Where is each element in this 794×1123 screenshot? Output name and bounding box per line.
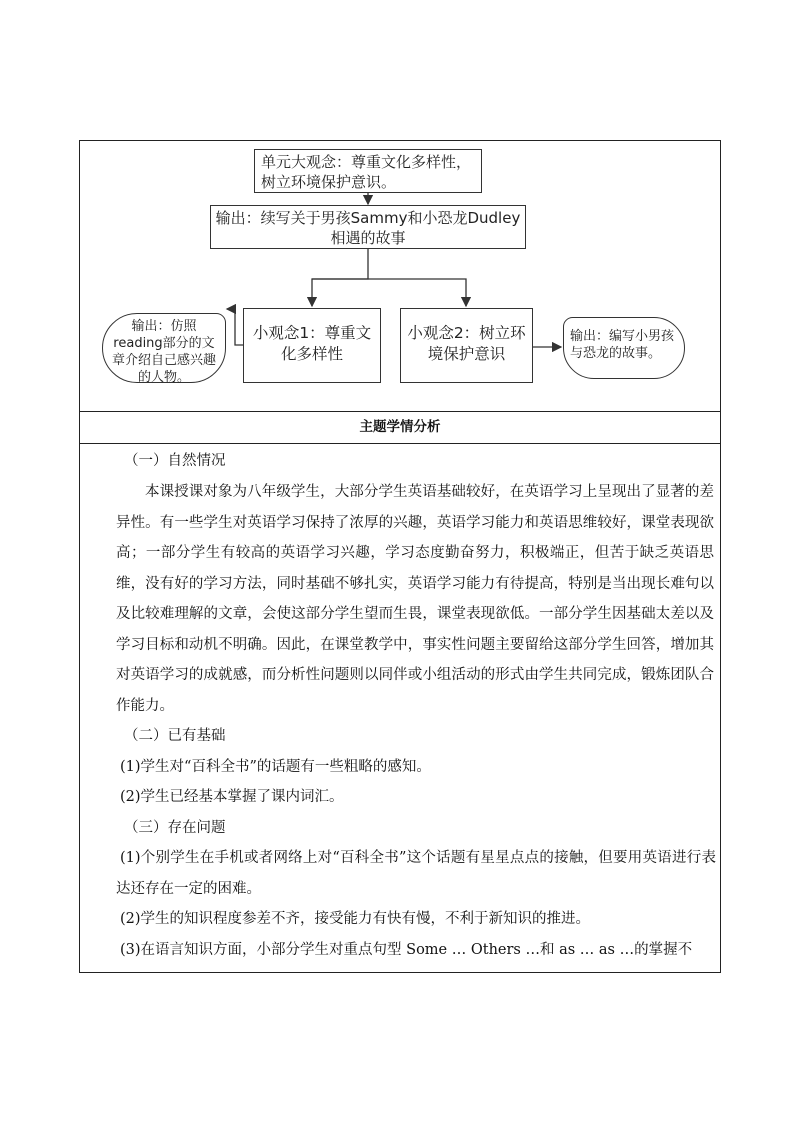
- arrow-output-to-concept-2: [312, 279, 466, 306]
- foundation-item-2: (2)学生已经基本掌握了课内词汇。: [120, 789, 344, 805]
- concept-diagram: [80, 141, 720, 412]
- right-output-text: 输出：编写小男孩与恐龙的故事。: [570, 329, 675, 361]
- left-output-bubble: [102, 313, 226, 383]
- problems-heading: （三）存在问题: [124, 820, 226, 836]
- main-output-text: 输出：续写关于男孩Sammy和小恐龙Dudley相遇的故事: [215, 209, 521, 247]
- big-idea-box: [254, 149, 482, 193]
- arrow-output-to-concepts: [312, 249, 368, 306]
- natural-body: 本课授课对象为八年级学生，大部分学生英语基础较好，在英语学习上呈现出了显著的差异性。有一些学生对英语学习保持了浓厚的兴趣，英语学习能力和英语思维较好，课堂表现欲高；一部分学生有较高的英语学习兴趣，学习态度勤奋努力，积极端正，但苦于缺乏英语思维，没有好的学习方法，同时基础不够扎实，英语学习能力有待提高，特别是当出现长难句以及比较难理解的文章，会使这部分学生望而生畏，课堂表现欲低。一部分学生因基础太差以及学习目标和动机不明确。因此，在课堂教学中，事实性问题主要留给这部分学生回答，增加其对英语学习的成就感，而分析性问题则以同伴或小组活动的形式由学生共同完成，锻炼团队合作能力。: [116, 484, 714, 714]
- problems-item-2: (2)学生的知识程度参差不齐，接受能力有快有慢，不利于新知识的推进。: [120, 911, 591, 927]
- foundation-heading: （二）已有基础: [124, 728, 226, 744]
- left-output-text: 输出：仿照reading部分的文章介绍自己感兴趣的人物。: [111, 319, 216, 385]
- foundation-item-1: (1)学生对“百科全书”的话题有一些粗略的感知。: [120, 759, 431, 775]
- analysis-content: [80, 444, 720, 972]
- concept-2-box: [400, 308, 533, 383]
- big-idea-text: 单元大观念：尊重文化多样性，树立环境保护意识。: [261, 153, 472, 191]
- concept-2-text: 小观念2：树立环境保护意识: [407, 324, 526, 363]
- plan-table: [79, 140, 721, 973]
- main-output-box: [210, 205, 526, 249]
- problems-item-1: (1)个别学生在手机或者网络上对“百科全书”这个话题有星星点点的接触，但要用英语进行表达还存在一定的困难。: [116, 850, 716, 897]
- arrow-concept1-to-left-output: [227, 309, 243, 345]
- section-title: 主题学情分析: [80, 412, 720, 444]
- concept-1-box: [243, 308, 381, 383]
- concept-1-text: 小观念1：尊重文化多样性: [252, 324, 372, 363]
- problems-item-3: (3)在语言知识方面，小部分学生对重点句型 Some … Others …和 as … as …的掌握不: [120, 942, 693, 958]
- right-output-bubble: [563, 317, 685, 379]
- natural-heading: （一）自然情况: [124, 453, 226, 469]
